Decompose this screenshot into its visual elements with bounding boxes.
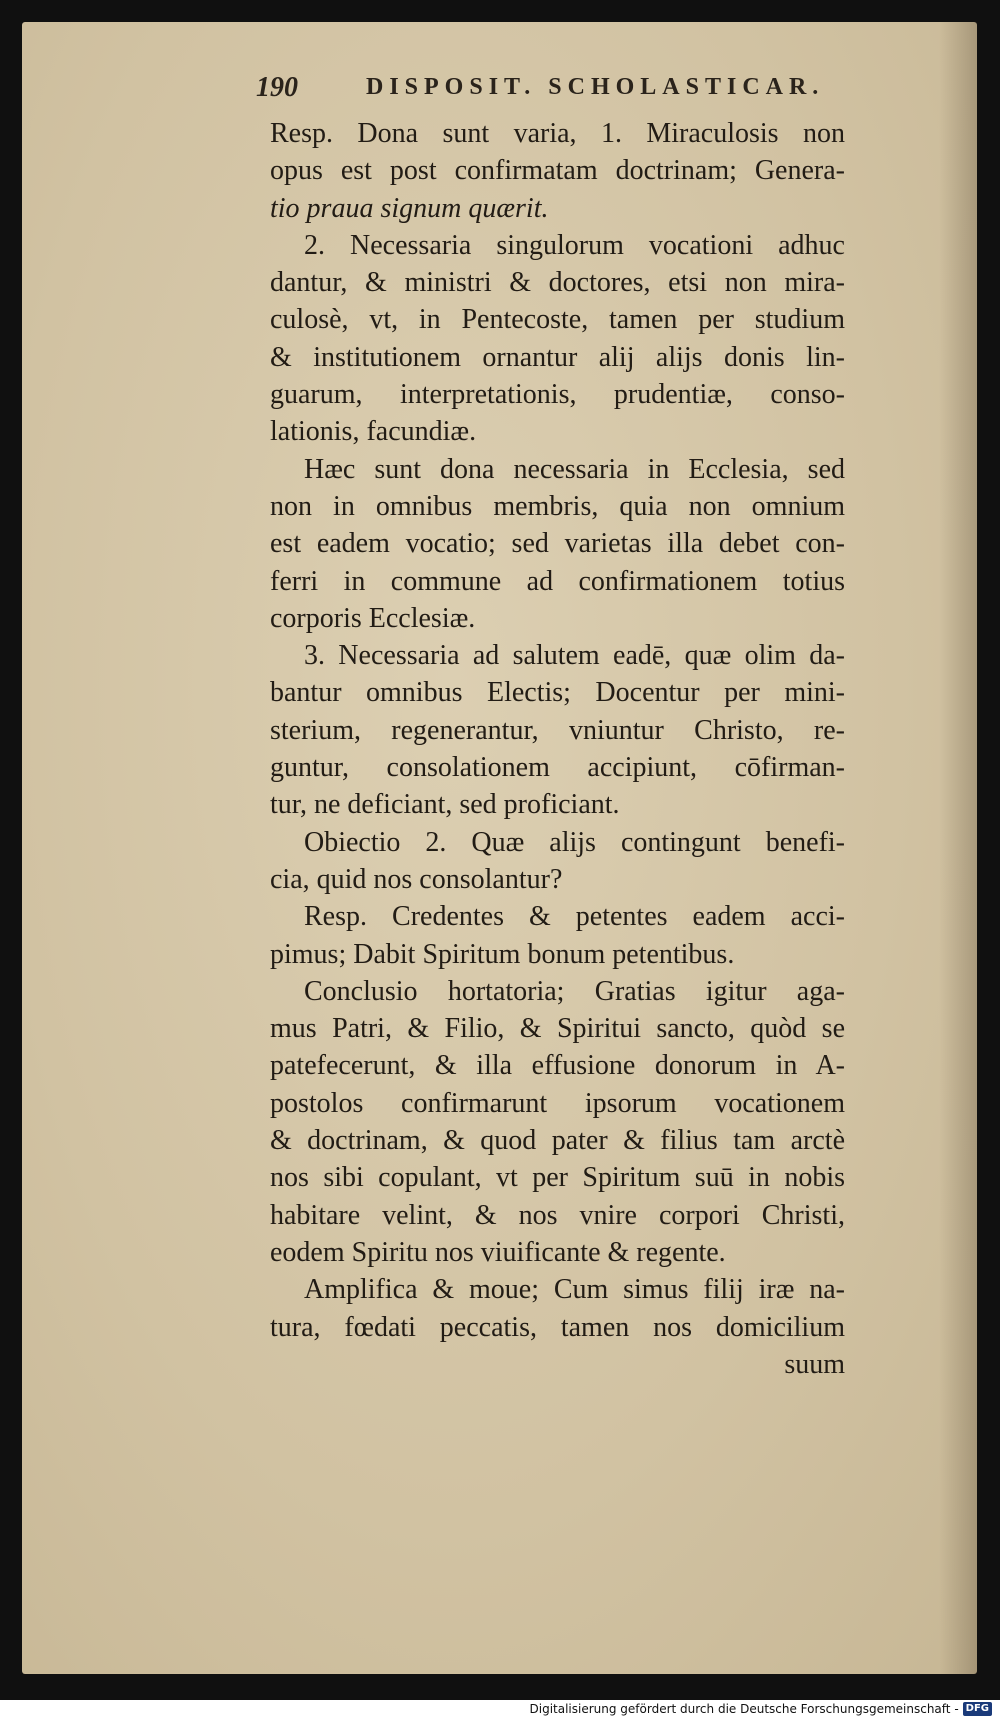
text-line: eodem Spiritu nos viuificante & regente.: [270, 1236, 726, 1268]
text-line: cia, quid nos consolantur?: [270, 863, 563, 895]
text-line: culosè, vt, in Pentecoste, tamen per studium: [270, 304, 845, 336]
text-line: tur, ne deficiant, sed proficiant.: [270, 789, 620, 821]
text-line: sterium, regenerantur, vniuntur Christo, re-: [270, 714, 845, 746]
text-line: guarum, interpretationis, prudentiæ, conso-: [270, 379, 845, 411]
text-line: opus est post confirmatam doctrinam; Genera-: [270, 155, 845, 187]
catchword: suum: [784, 1348, 845, 1380]
running-title: DISPOSIT. SCHOLASTICAR.: [366, 74, 825, 100]
text-line: corporis Ecclesiæ.: [270, 602, 476, 634]
body-text: [270, 115, 845, 1383]
page-number: 190: [256, 72, 298, 103]
credit-text: Digitalisierung gefördert durch die Deutsche Forschungsgemeinschaft -: [529, 1702, 959, 1716]
text-line: Resp. Dona sunt varia, 1. Miraculosis non: [270, 118, 845, 149]
text-line: bantur omnibus Electis; Docentur per mini-: [270, 677, 845, 709]
text-line: ferri in commune ad confirmationem totius: [270, 565, 845, 597]
text-line: 3. Necessaria ad salutem eadē, quæ olim da-: [304, 640, 845, 672]
text-line: tio praua signum quærit.: [270, 192, 549, 224]
text-line: habitare velint, & nos vnire corpori Christi,: [270, 1199, 845, 1231]
text-line: postolos confirmarunt ipsorum vocationem: [270, 1087, 845, 1119]
text-line: non in omnibus membris, quia non omnium: [270, 490, 845, 522]
text-line: est eadem vocatio; sed varietas illa debet con-: [270, 528, 845, 560]
text-line: & doctrinam, & quod pater & filius tam arctè: [270, 1125, 845, 1157]
text-line: Hæc sunt dona necessaria in Ecclesia, sed: [304, 453, 845, 485]
text-line: 2. Necessaria singulorum vocationi adhuc: [304, 229, 845, 261]
text-line: lationis, facundiæ.: [270, 416, 477, 448]
text-line: mus Patri, & Filio, & Spiritui sancto, quòd se: [270, 1013, 845, 1045]
text-line: nos sibi copulant, vt per Spiritum suū in nobis: [270, 1162, 845, 1194]
text-line: & institutionem ornantur alij alijs donis lin-: [270, 341, 845, 373]
dfg-logo-icon: DFG: [963, 1702, 992, 1716]
text-line: dantur, & ministri & doctores, etsi non mira-: [270, 267, 845, 299]
text-line: pimus; Dabit Spiritum bonum petentibus.: [270, 938, 735, 970]
running-head: [256, 72, 836, 108]
text-line: Conclusio hortatoria; Gratias igitur aga-: [304, 975, 845, 1007]
text-line: patefecerunt, & illa effusione donorum in A-: [270, 1050, 845, 1082]
text-line: guntur, consolationem accipiunt, cōfirman-: [270, 752, 845, 784]
text-line: Obiectio 2. Quæ alijs contingunt benefi-: [304, 826, 845, 858]
text-line: Amplifica & moue; Cum simus filij iræ na-: [304, 1274, 845, 1306]
spine-shadow: [939, 22, 977, 1674]
text-line: tura, fœdati peccatis, tamen nos domicilium: [270, 1311, 845, 1343]
digitization-credit: [530, 1700, 993, 1718]
text-line: Resp. Credentes & petentes eadem acci-: [304, 901, 845, 933]
